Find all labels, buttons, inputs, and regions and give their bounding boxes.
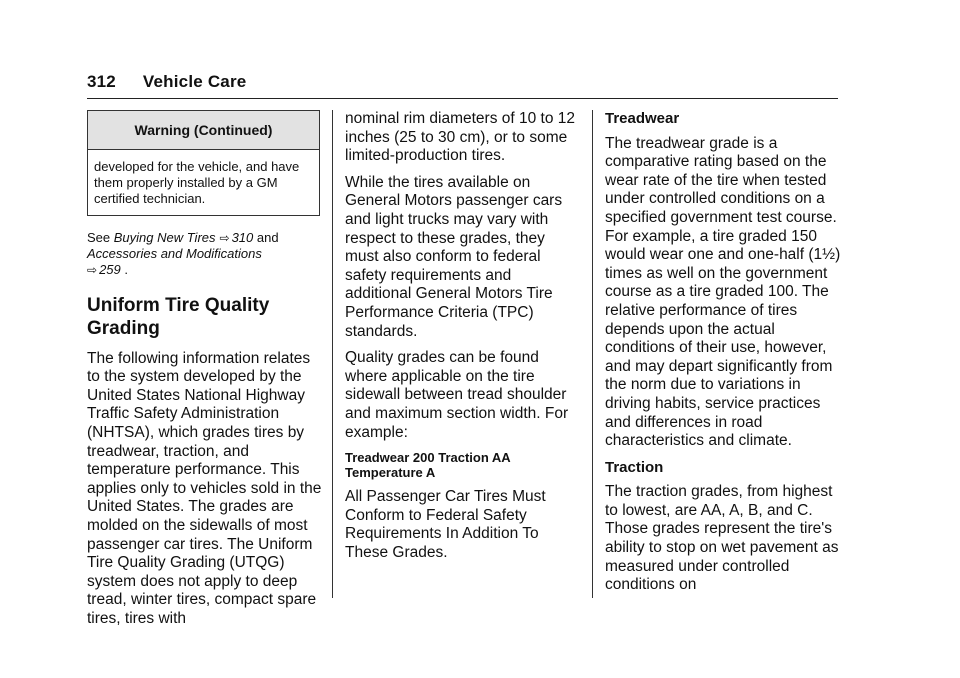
- see-prefix: See: [87, 229, 114, 245]
- see-reference: [87, 230, 322, 278]
- see-suffix: .: [120, 261, 128, 277]
- paragraph-tpc: While the tires available on General Motors passenger cars and light trucks may vary with respect to these grades, they must also conform to federal safety requirements and additional General Motors Tire Performance Criteria (TPC) standards.: [345, 173, 563, 340]
- section-title-line2: Grading: [87, 317, 160, 339]
- section-title: [87, 294, 322, 340]
- paragraph-rim-diameters: nominal rim diameters of 10 to 12 inches (25 to 30 cm), or to some limited-production tires.: [345, 110, 576, 165]
- traction-paragraph: The traction grades, from highest to lowest, are AA, A, B, and C. Those grades represent the tire's ability to stop on wet pavement as measured under controlled conditions on: [605, 483, 839, 594]
- grade-example: Treadwear 200 Traction AA Temperature A: [345, 450, 511, 481]
- paragraph-federal-requirements: All Passenger Car Tires Must Conform to Federal Safety Requirements In Addition To These Grades.: [345, 488, 546, 561]
- column-1: [87, 110, 322, 637]
- warning-box: [87, 110, 320, 216]
- page-arrow-icon: ⇨: [219, 230, 230, 245]
- ref1-page[interactable]: 310: [231, 229, 254, 245]
- page-number: 312: [87, 72, 116, 91]
- warning-body: developed for the vehicle, and have them properly installed by a GM certified technician.: [94, 158, 300, 206]
- page-arrow-icon: ⇨: [87, 262, 98, 277]
- ref-accessories-link[interactable]: Accessories and Modifications: [87, 245, 262, 261]
- traction-heading: Traction: [605, 458, 664, 476]
- section-paragraph: The following information relates to the system developed by the United States National Highway Traffic Safety Administration (NHTSA), which grades tires by treadwear, traction, and temperature performance. This applies only to vehicles sold in the United States. The grades are molded on the sidewalls of most passenger car tires. The Uniform Tire Quality Grading (UTQG) system does not apply to deep tread, winter tires, compact spare tires, tires with: [87, 349, 322, 627]
- column-3: [605, 110, 841, 603]
- page-header: [87, 72, 246, 92]
- treadwear-paragraph: The treadwear grade is a comparative rating based on the wear rate of the tire when tested under controlled conditions on a specified government test course. For example, a tire graded 150 would wear one and one-half (1½) times as well on the government course as a tire graded 100. The relative performance of tires depends upon the actual conditions of their use, however, and may depart significantly from the norm due to variations in driving habits, service practices and differences in road characteristics and climate.: [605, 134, 841, 450]
- section-name: Vehicle Care: [142, 72, 247, 91]
- paragraph-quality-grades: Quality grades can be found where applicable on the tire sidewall between tread shoulder and maximum section width. For example:: [345, 349, 569, 441]
- column-divider-1: [332, 110, 333, 598]
- treadwear-heading: Treadwear: [605, 110, 680, 127]
- column-2: [345, 110, 581, 570]
- header-divider: [87, 98, 838, 99]
- warning-title: Warning (Continued): [88, 111, 319, 150]
- ref-buying-new-tires-link[interactable]: Buying New Tires: [113, 229, 216, 245]
- section-title-line1: Uniform Tire Quality: [87, 294, 270, 316]
- ref2-page[interactable]: 259: [99, 261, 121, 277]
- column-divider-2: [592, 110, 593, 598]
- see-connector: and: [253, 229, 279, 245]
